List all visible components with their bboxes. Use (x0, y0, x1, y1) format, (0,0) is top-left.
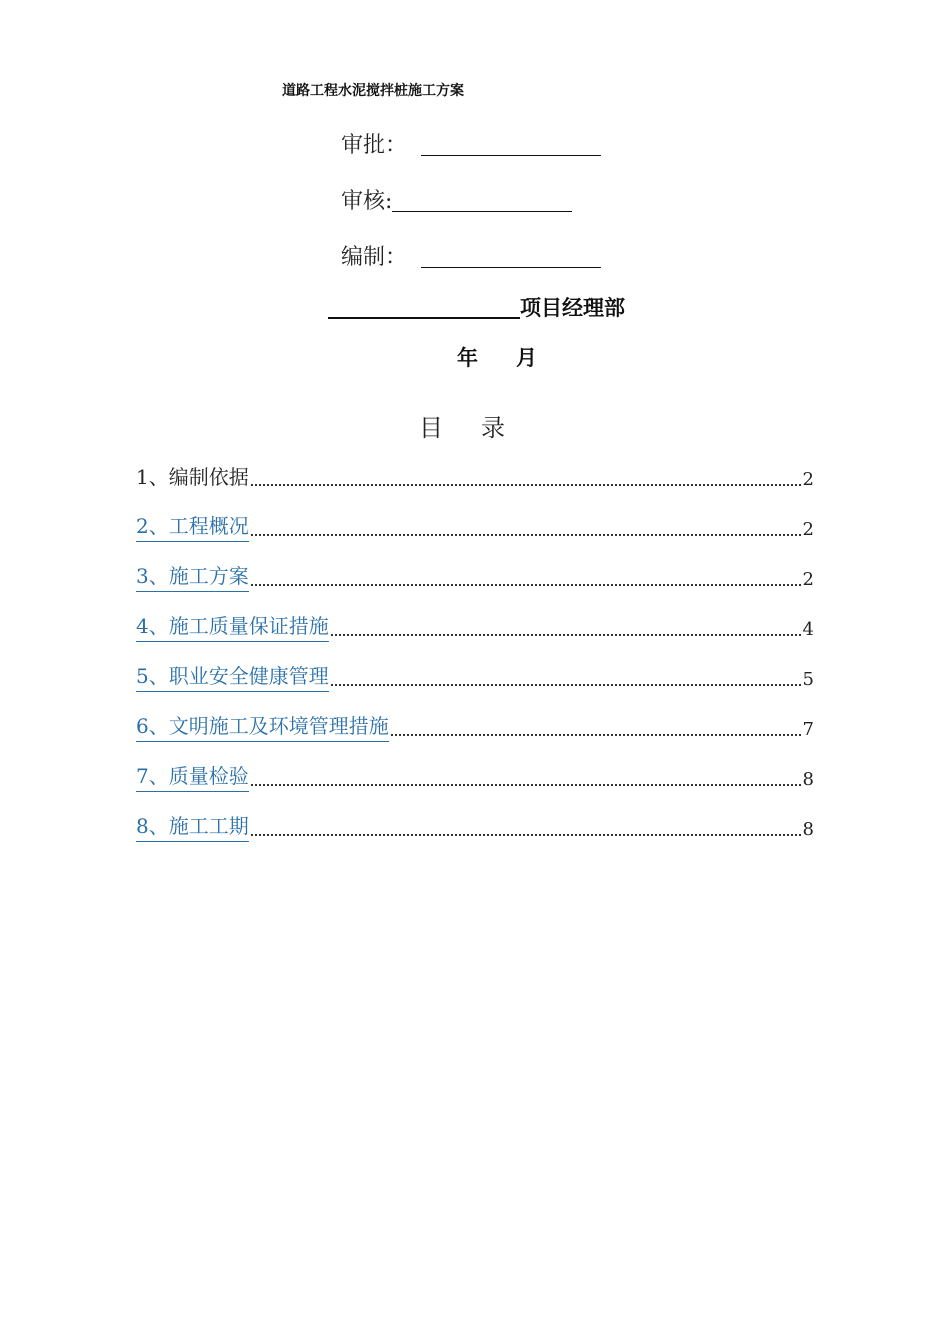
toc-dot-leader (391, 734, 801, 736)
toc-dot-leader (251, 484, 801, 486)
toc-item-7[interactable] (136, 762, 814, 792)
approve-label: 审批： (341, 133, 408, 158)
toc-item-link[interactable]: 5、职业安全健康管理 (136, 660, 329, 692)
toc-heading-right: 录 (481, 414, 505, 442)
year-label: 年 (457, 346, 478, 370)
toc-item-page: 4 (802, 619, 814, 640)
department-name: 项目经理部 (520, 296, 625, 320)
toc-item-link[interactable]: 3、施工方案 (136, 560, 249, 592)
toc-heading (419, 408, 505, 443)
review-signature-row (341, 184, 572, 215)
department-row (328, 292, 625, 322)
toc-item-page: 5 (802, 669, 814, 690)
document-title: 道路工程水泥搅拌桩施工方案 (282, 83, 464, 99)
toc-item-8[interactable] (136, 812, 814, 842)
toc-item-page: 8 (802, 769, 814, 790)
toc-item-5[interactable] (136, 662, 814, 692)
approve-signature-line (421, 154, 601, 156)
toc-item-page: 2 (802, 569, 814, 590)
toc-item-page: 8 (802, 819, 814, 840)
approve-signature-row (341, 128, 601, 159)
toc-dot-leader (331, 634, 801, 636)
month-label: 月 (516, 346, 537, 370)
toc-heading-left: 目 (419, 414, 443, 442)
toc-item-4[interactable] (136, 612, 814, 642)
toc-item-3[interactable] (136, 562, 814, 592)
toc-dot-leader (331, 684, 801, 686)
toc-dot-leader (251, 784, 801, 786)
review-label: 审核: (341, 189, 393, 214)
toc-item-link[interactable]: 6、文明施工及环境管理措施 (136, 710, 389, 742)
compile-label: 编制： (341, 245, 408, 270)
toc-item-page: 2 (802, 469, 814, 490)
date-row (457, 342, 537, 372)
toc-item-6[interactable] (136, 712, 814, 742)
department-blank-line (328, 317, 520, 319)
toc-dot-leader (251, 534, 801, 536)
toc-item-page: 7 (802, 719, 814, 740)
toc-item-label: 1、编制依据 (136, 465, 249, 489)
toc-item-link[interactable]: 7、质量检验 (136, 760, 249, 792)
toc-dot-leader (251, 834, 801, 836)
toc-dot-leader (251, 584, 801, 586)
toc-item-link[interactable]: 2、工程概况 (136, 510, 249, 542)
compile-signature-line (421, 266, 601, 268)
toc-item-link[interactable]: 8、施工工期 (136, 810, 249, 842)
review-signature-line (392, 210, 572, 212)
compile-signature-row (341, 240, 601, 271)
toc-item-page: 2 (802, 519, 814, 540)
toc-item-2[interactable] (136, 512, 814, 542)
toc-item-1 (136, 462, 814, 492)
toc-item-link[interactable]: 4、施工质量保证措施 (136, 610, 329, 642)
